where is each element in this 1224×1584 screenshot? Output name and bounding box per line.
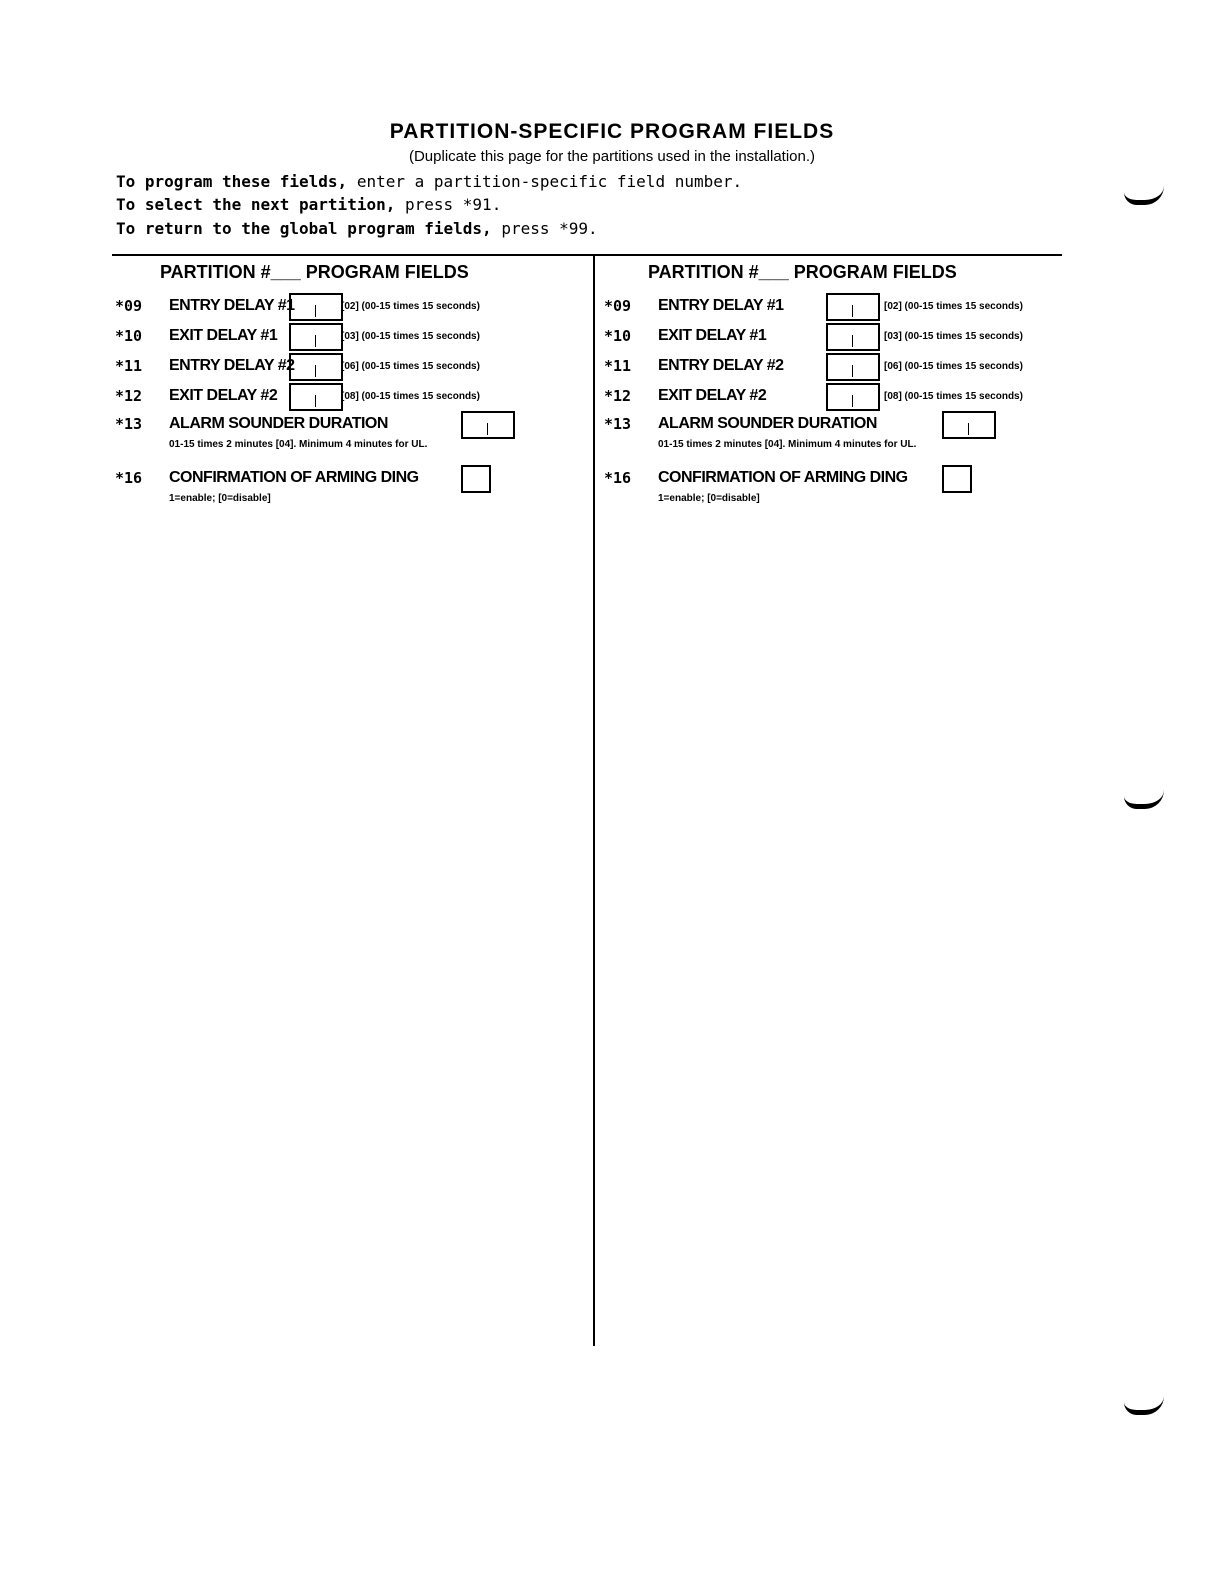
field-note: 01-15 times 2 minutes [04]. Minimum 4 minutes for UL. — [658, 439, 917, 450]
field-code: *16 — [115, 469, 143, 487]
field-label: EXIT DELAY #2 — [658, 387, 767, 404]
field-code: *09 — [115, 297, 143, 315]
field-code: *12 — [115, 387, 143, 405]
field-note: [08] (00-15 times 15 seconds) — [884, 391, 1023, 402]
field-code: *13 — [115, 415, 143, 433]
entry-box[interactable] — [826, 383, 880, 411]
field-note: [03] (00-15 times 15 seconds) — [341, 331, 480, 342]
instruction-3 — [116, 219, 598, 238]
field-note: [02] (00-15 times 15 seconds) — [884, 301, 1023, 312]
field-code: *10 — [604, 327, 632, 345]
field-label: ENTRY DELAY #2 — [169, 357, 295, 374]
field-label: ENTRY DELAY #2 — [658, 357, 784, 374]
field-label: EXIT DELAY #1 — [169, 327, 278, 344]
punch-mark — [1124, 790, 1164, 809]
column-divider — [593, 256, 595, 1346]
page-subtitle: (Duplicate this page for the partitions used in the installation.) — [408, 148, 816, 165]
field-code: *09 — [604, 297, 632, 315]
instruction-1-bold: To program these fields, — [116, 172, 348, 191]
top-rule — [112, 254, 1062, 256]
instruction-2 — [116, 195, 501, 214]
entry-box[interactable] — [942, 411, 996, 439]
field-note: 1=enable; [0=disable] — [658, 493, 760, 504]
entry-box[interactable] — [826, 323, 880, 351]
entry-box[interactable] — [289, 353, 343, 381]
field-note: [03] (00-15 times 15 seconds) — [884, 331, 1023, 342]
entry-box[interactable] — [942, 465, 972, 493]
field-label: EXIT DELAY #2 — [169, 387, 278, 404]
instruction-2-rest: press *91. — [395, 195, 502, 214]
instruction-2-bold: To select the next partition, — [116, 195, 396, 214]
field-note: [06] (00-15 times 15 seconds) — [341, 361, 480, 372]
entry-box[interactable] — [289, 383, 343, 411]
instruction-1 — [116, 172, 742, 191]
field-label: ALARM SOUNDER DURATION — [658, 415, 877, 432]
punch-mark — [1124, 1396, 1164, 1415]
punch-mark — [1124, 186, 1164, 205]
field-label: ALARM SOUNDER DURATION — [169, 415, 388, 432]
field-note: [08] (00-15 times 15 seconds) — [341, 391, 480, 402]
page-title: PARTITION-SPECIFIC PROGRAM FIELDS — [389, 120, 835, 143]
left-column-heading: PARTITION #___ PROGRAM FIELDS — [160, 262, 469, 282]
instruction-3-rest: press *99. — [491, 219, 598, 238]
field-code: *12 — [604, 387, 632, 405]
field-label: CONFIRMATION OF ARMING DING — [658, 469, 908, 486]
field-label: ENTRY DELAY #1 — [169, 297, 295, 314]
field-label: EXIT DELAY #1 — [658, 327, 767, 344]
field-note: 01-15 times 2 minutes [04]. Minimum 4 minutes for UL. — [169, 439, 428, 450]
field-note: [02] (00-15 times 15 seconds) — [341, 301, 480, 312]
entry-box[interactable] — [461, 465, 491, 493]
field-label: CONFIRMATION OF ARMING DING — [169, 469, 419, 486]
instruction-3-bold: To return to the global program fields, — [116, 219, 492, 238]
field-label: ENTRY DELAY #1 — [658, 297, 784, 314]
field-code: *10 — [115, 327, 143, 345]
field-note: 1=enable; [0=disable] — [169, 493, 271, 504]
field-note: [06] (00-15 times 15 seconds) — [884, 361, 1023, 372]
instruction-1-rest: enter a partition-specific field number. — [347, 172, 743, 191]
entry-box[interactable] — [461, 411, 515, 439]
field-code: *11 — [115, 357, 143, 375]
entry-box[interactable] — [826, 293, 880, 321]
right-column-heading: PARTITION #___ PROGRAM FIELDS — [648, 262, 957, 282]
field-code: *13 — [604, 415, 632, 433]
field-code: *11 — [604, 357, 632, 375]
entry-box[interactable] — [826, 353, 880, 381]
entry-box[interactable] — [289, 323, 343, 351]
entry-box[interactable] — [289, 293, 343, 321]
field-code: *16 — [604, 469, 632, 487]
